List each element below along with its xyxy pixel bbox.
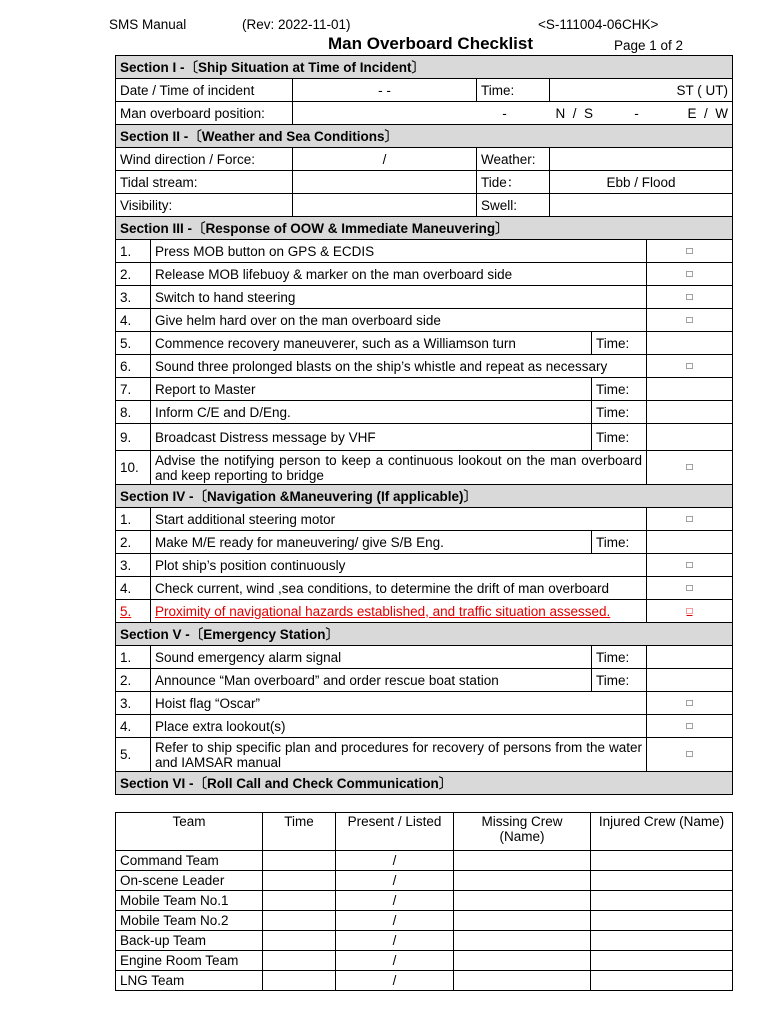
tide-label: Tide：: [477, 171, 550, 194]
time-field[interactable]: [647, 646, 733, 669]
checklist-row: [116, 738, 733, 772]
injured-crew-cell[interactable]: [591, 911, 733, 931]
time-label: Time:: [592, 401, 647, 424]
checklist-row: [116, 451, 733, 485]
table-row: [116, 891, 733, 911]
item-text: Press MOB button on GPS & ECDIS: [151, 240, 647, 263]
missing-crew-cell[interactable]: [454, 931, 591, 951]
weather-label: Weather:: [477, 148, 550, 171]
checkbox[interactable]: □: [647, 600, 733, 623]
item-text: Inform C/E and D/Eng.: [151, 401, 592, 424]
checkbox[interactable]: □: [647, 508, 733, 531]
item-number: 7.: [116, 378, 151, 401]
column-header: Time: [263, 813, 336, 851]
checkbox[interactable]: □: [647, 355, 733, 378]
injured-crew-cell[interactable]: [591, 891, 733, 911]
item-number: 4.: [116, 309, 151, 332]
date-label: Date / Time of incident: [116, 79, 293, 102]
time-label: Time:: [592, 424, 647, 451]
manual-label: SMS Manual: [109, 17, 187, 32]
present-listed-cell[interactable]: /: [336, 911, 454, 931]
item-text: Report to Master: [151, 378, 592, 401]
item-number: 2.: [116, 263, 151, 286]
team-name: Command Team: [116, 851, 263, 871]
checkbox[interactable]: □: [647, 309, 733, 332]
team-name: On-scene Leader: [116, 871, 263, 891]
checklist-row: [116, 692, 733, 715]
checklist-row: [116, 508, 733, 531]
checklist-row: [116, 332, 733, 355]
injured-crew-cell[interactable]: [591, 851, 733, 871]
checklist-row: [116, 554, 733, 577]
swell-field[interactable]: [550, 194, 733, 217]
tide-field[interactable]: Ebb / Flood: [550, 171, 733, 194]
time-field[interactable]: [647, 669, 733, 692]
item-number: 4.: [116, 715, 151, 738]
missing-crew-cell[interactable]: [454, 871, 591, 891]
item-text: Broadcast Distress message by VHF: [151, 424, 592, 451]
team-name: LNG Team: [116, 971, 263, 991]
checkbox[interactable]: □: [647, 577, 733, 600]
date-field[interactable]: - -: [293, 79, 477, 102]
item-number: 5.: [116, 332, 151, 355]
item-text: Sound emergency alarm signal: [151, 646, 592, 669]
page-number: Page 1 of 2: [614, 38, 684, 53]
section-3-heading: Section III -〔Response of OOW & Immediate Maneuvering〕: [116, 217, 733, 240]
item-number: 6.: [116, 355, 151, 378]
item-number: 2.: [116, 669, 151, 692]
item-text: Make M/E ready for maneuvering/ give S/B Eng.: [151, 531, 592, 554]
missing-crew-cell[interactable]: [454, 951, 591, 971]
table-row: [116, 971, 733, 991]
item-number: 3.: [116, 554, 151, 577]
time-field[interactable]: [647, 332, 733, 355]
item-number: 5.: [116, 738, 151, 772]
item-number: 5.: [116, 600, 151, 623]
position-label: Man overboard position:: [116, 102, 293, 125]
checkbox[interactable]: □: [647, 263, 733, 286]
checkbox[interactable]: □: [647, 715, 733, 738]
present-listed-cell[interactable]: /: [336, 951, 454, 971]
time-cell[interactable]: [263, 911, 336, 931]
item-text: Check current, wind ,sea conditions, to determine the drift of man overboard: [151, 577, 647, 600]
checklist-row: [116, 669, 733, 692]
checklist-row: [116, 646, 733, 669]
item-number: 3.: [116, 286, 151, 309]
visibility-label: Visibility:: [116, 194, 293, 217]
injured-crew-cell[interactable]: [591, 971, 733, 991]
item-text: Place extra lookout(s): [151, 715, 647, 738]
item-text: Commence recovery maneuverer, such as a Williamson turn: [151, 332, 592, 355]
checkbox[interactable]: □: [647, 738, 733, 772]
checkbox[interactable]: □: [647, 451, 733, 485]
tidal-stream-field[interactable]: [293, 171, 477, 194]
time-cell[interactable]: [263, 891, 336, 911]
item-text: Proximity of navigational hazards established, and traffic situation assessed.: [151, 600, 647, 623]
checklist-row: [116, 715, 733, 738]
revision: (Rev: 2022-11-01): [242, 17, 351, 32]
time-label: Time:: [592, 332, 647, 355]
document-code: <S-111004-06CHK>: [538, 17, 659, 32]
position-field[interactable]: - N / S - E / W: [293, 102, 733, 125]
item-number: 9.: [116, 424, 151, 451]
item-text: Switch to hand steering: [151, 286, 647, 309]
time-field[interactable]: [647, 378, 733, 401]
missing-crew-cell[interactable]: [454, 971, 591, 991]
item-text: Announce “Man overboard” and order rescue boat station: [151, 669, 592, 692]
item-text: Release MOB lifebuoy & marker on the man overboard side: [151, 263, 647, 286]
table-row: [116, 951, 733, 971]
item-number: 2.: [116, 531, 151, 554]
missing-crew-cell[interactable]: [454, 891, 591, 911]
time-label: Time:: [477, 79, 550, 102]
injured-crew-cell[interactable]: [591, 931, 733, 951]
time-cell[interactable]: [263, 931, 336, 951]
missing-crew-cell[interactable]: [454, 911, 591, 931]
column-header: Missing Crew (Name): [454, 813, 591, 851]
section-4-heading: Section IV -〔Navigation &Maneuvering (If applicable)〕: [116, 485, 733, 508]
item-number: 4.: [116, 577, 151, 600]
section-2-heading: Section II -〔Weather and Sea Conditions〕: [116, 125, 733, 148]
wind-field[interactable]: /: [293, 148, 477, 171]
item-text: Sound three prolonged blasts on the ship’s whistle and repeat as necessary: [151, 355, 647, 378]
time-label: Time:: [592, 378, 647, 401]
checklist-row: [116, 286, 733, 309]
time-cell[interactable]: [263, 851, 336, 871]
checkbox[interactable]: □: [647, 554, 733, 577]
time-cell[interactable]: [263, 971, 336, 991]
present-listed-cell[interactable]: /: [336, 871, 454, 891]
team-name: Back-up Team: [116, 931, 263, 951]
swell-label: Swell:: [477, 194, 550, 217]
checklist-row: [116, 401, 733, 424]
column-header: Present / Listed: [336, 813, 454, 851]
item-text: Hoist flag “Oscar”: [151, 692, 647, 715]
checklist-row: [116, 577, 733, 600]
page-title: Man Overboard Checklist: [328, 34, 534, 53]
time-field[interactable]: [647, 401, 733, 424]
present-listed-cell[interactable]: /: [336, 971, 454, 991]
time-field[interactable]: [647, 424, 733, 451]
time-label: Time:: [592, 646, 647, 669]
checklist-row: [116, 263, 733, 286]
checkbox[interactable]: □: [647, 286, 733, 309]
table-row: [116, 931, 733, 951]
column-header: Injured Crew (Name): [591, 813, 733, 851]
item-text: Start additional steering motor: [151, 508, 647, 531]
item-text: Refer to ship specific plan and procedures for recovery of persons from the water and IAMSAR manual: [151, 738, 647, 772]
weather-field[interactable]: [550, 148, 733, 171]
checklist-row: [116, 531, 733, 554]
roll-call-table: [115, 812, 733, 991]
time-field[interactable]: [647, 531, 733, 554]
visibility-field[interactable]: [293, 194, 477, 217]
present-listed-cell[interactable]: /: [336, 931, 454, 951]
checklist-row: [116, 309, 733, 332]
checklist-row: [116, 378, 733, 401]
present-listed-cell[interactable]: /: [336, 851, 454, 871]
time-label: Time:: [592, 669, 647, 692]
team-name: Mobile Team No.2: [116, 911, 263, 931]
checkbox[interactable]: □: [647, 240, 733, 263]
injured-crew-cell[interactable]: [591, 951, 733, 971]
item-number: 10.: [116, 451, 151, 485]
table-row: [116, 851, 733, 871]
present-listed-cell[interactable]: /: [336, 891, 454, 911]
time-field[interactable]: ST ( UT): [550, 79, 733, 102]
item-text: Advise the notifying person to keep a continuous lookout on the man overboard and keep reporting to bridge: [151, 451, 647, 485]
item-number: 8.: [116, 401, 151, 424]
table-row: [116, 911, 733, 931]
checklist-row: [116, 240, 733, 263]
time-cell[interactable]: [263, 871, 336, 891]
team-name: Engine Room Team: [116, 951, 263, 971]
injured-crew-cell[interactable]: [591, 871, 733, 891]
time-cell[interactable]: [263, 951, 336, 971]
time-label: Time:: [592, 531, 647, 554]
checklist-table: [115, 55, 733, 795]
item-number: 1.: [116, 240, 151, 263]
team-name: Mobile Team No.1: [116, 891, 263, 911]
item-text: Give helm hard over on the man overboard side: [151, 309, 647, 332]
missing-crew-cell[interactable]: [454, 851, 591, 871]
tidal-stream-label: Tidal stream:: [116, 171, 293, 194]
checklist-row: [116, 600, 733, 623]
section-6-heading: Section VI -〔Roll Call and Check Communication〕: [116, 772, 733, 795]
checklist-row: [116, 355, 733, 378]
checkbox[interactable]: □: [647, 692, 733, 715]
checklist-row: [116, 424, 733, 451]
item-number: 1.: [116, 646, 151, 669]
item-number: 1.: [116, 508, 151, 531]
table-row: [116, 871, 733, 891]
item-text: Plot ship’s position continuously: [151, 554, 647, 577]
item-number: 3.: [116, 692, 151, 715]
column-header: Team: [116, 813, 263, 851]
section-5-heading: Section V -〔Emergency Station〕: [116, 623, 733, 646]
wind-label: Wind direction / Force:: [116, 148, 293, 171]
section-1-heading: Section I -〔Ship Situation at Time of Incident〕: [116, 56, 733, 79]
